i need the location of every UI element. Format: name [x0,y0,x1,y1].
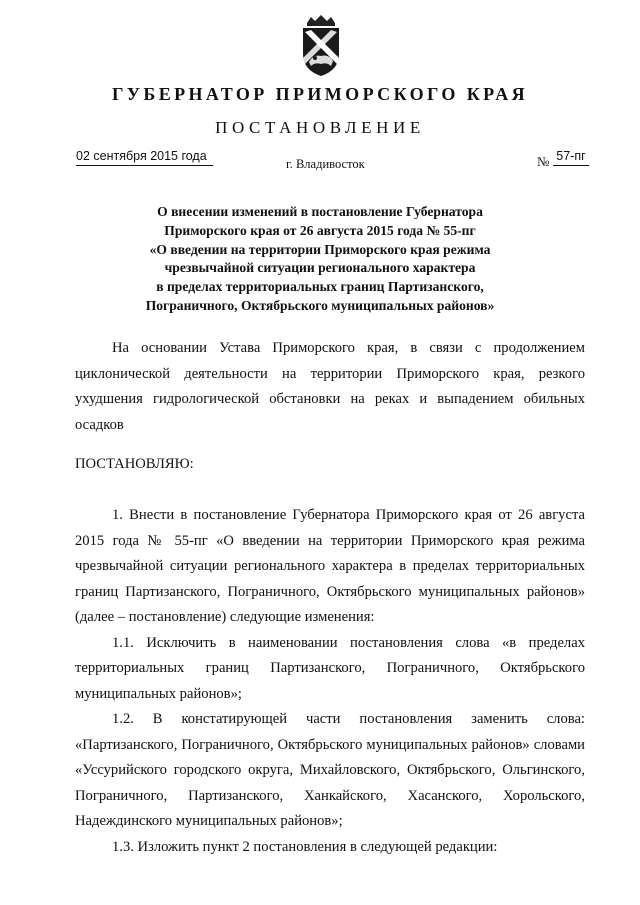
authority-title: ГУБЕРНАТОР ПРИМОРСКОГО КРАЯ [111,84,529,104]
document-number: 57-пг [553,149,589,166]
title-line: чрезвычайной ситуации регионального характера [164,260,476,276]
resolution-items [75,503,585,860]
preamble-block [75,336,585,438]
resolution-item: 1.3. Изложить пункт 2 постановления в следующей редакции: [112,838,498,855]
document-type: ПОСТАНОВЛЕНИЕ [215,118,425,137]
title-line: О внесении изменений в постановление Губернатора [157,204,483,219]
document-date: 02 сентября 2015 года [76,149,213,166]
title-line: Приморского края от 26 августа 2015 года № 55-пг [164,222,476,238]
preamble-paragraph: На основании Устава Приморского края, в связи с продолжением циклонической деятельности на территории Приморского края, резкого ухудшения гидрологической обстановки на реках и выпадением обильных осадков [75,340,585,433]
document-title [100,203,540,316]
title-line: «О введении на территории Приморского края режима [149,241,491,257]
resolution-item: 1.2. В констатирующей части постановления заменить слова: «Партизанского, Пограничного, Октябрьского муниципальных районов» словами «Уссурийского городского округа, Михайловского, Октябрьского, Ольгинского, Пограничного, Партизанского, Ханкайского, Хасанского, Хорольского, Надеждинского муниципальных районов»; [75,711,585,829]
title-line: Пограничного, Октябрьского муниципальных районов» [145,297,495,313]
resolve-word: ПОСТАНОВЛЯЮ: [75,456,194,472]
title-line: в пределах территориальных границ Партизанского, [156,279,484,295]
document-city: г. Владивосток [286,157,365,171]
resolution-item: 1.1. Исключить в наименовании постановления слова «в пределах территориальных границ Партизанского, Пограничного, Октябрьского муниципальных районов»; [75,634,585,702]
number-sign: № [537,154,550,169]
coat-of-arms-icon [297,14,345,78]
resolution-item: 1. Внести в постановление Губернатора Приморского края от 26 августа 2015 года № 55-пг «О введении на территории Приморского края режима чрезвычайной ситуации регионального характера в пределах территориальных границ Партизанского, Пограничного, Октябрьского муниципальных районов» (далее – постановление) следующие изменения: [75,507,585,625]
